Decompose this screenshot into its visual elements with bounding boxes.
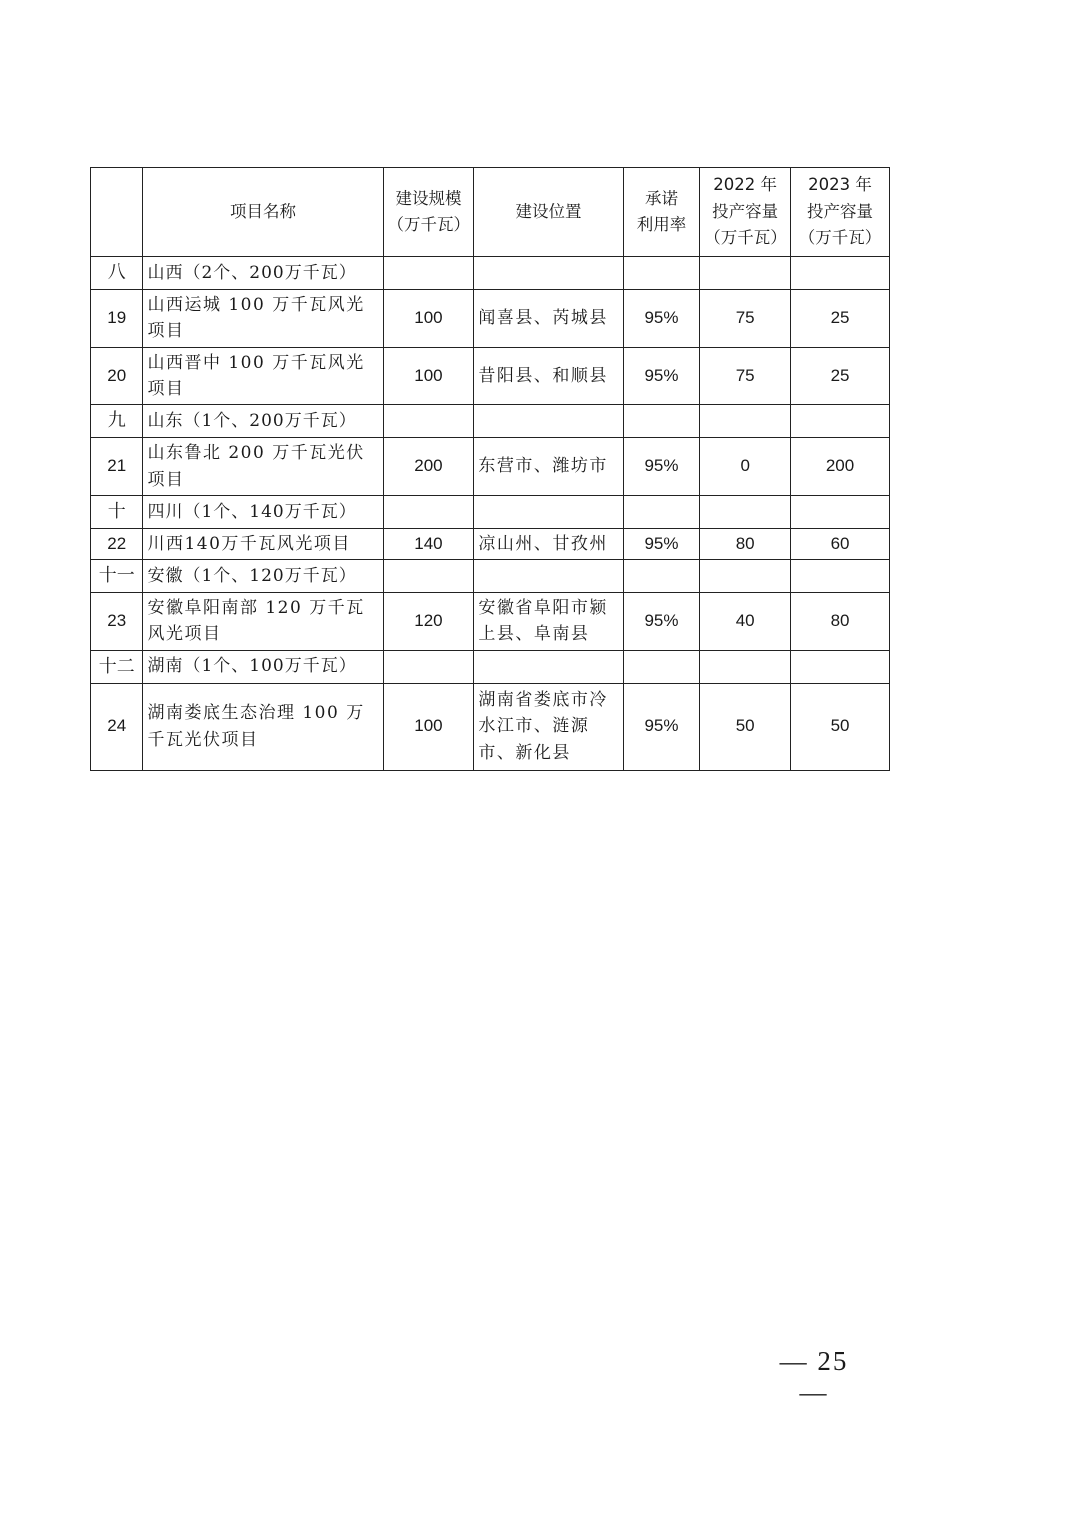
empty-cell	[700, 257, 791, 290]
project-table	[90, 167, 890, 771]
empty-cell	[623, 257, 700, 290]
table-row	[91, 528, 890, 559]
header-location-label: 建设位置	[515, 201, 582, 221]
project-location: 闻喜县、芮城县	[474, 289, 623, 347]
project-name: 山东鲁北 200 万千瓦光伏项目	[143, 438, 383, 496]
row-index: 21	[91, 438, 143, 496]
table-group-row	[91, 650, 890, 683]
project-name: 山西晋中 100 万千瓦风光项目	[143, 347, 383, 405]
project-scale: 140	[383, 528, 474, 559]
header-scale-line1: 建设规模	[395, 188, 462, 208]
project-location: 昔阳县、和顺县	[474, 347, 623, 405]
project-name: 山西运城 100 万千瓦风光项目	[143, 289, 383, 347]
empty-cell	[383, 650, 474, 683]
empty-cell	[474, 650, 623, 683]
empty-cell	[791, 560, 890, 593]
row-index: 20	[91, 347, 143, 405]
project-2023: 25	[791, 347, 890, 405]
group-index: 十一	[91, 560, 143, 593]
empty-cell	[383, 495, 474, 528]
group-name: 安徽（1个、120万千瓦）	[143, 560, 383, 593]
group-name: 湖南（1个、100万千瓦）	[143, 650, 383, 683]
project-scale: 200	[383, 438, 474, 496]
project-2023: 80	[791, 592, 890, 650]
header-2022-line3: （万千瓦）	[704, 228, 787, 248]
header-2023-line2: 投产容量	[807, 201, 874, 221]
empty-cell	[791, 495, 890, 528]
empty-cell	[623, 495, 700, 528]
empty-cell	[474, 405, 623, 438]
project-2022: 40	[700, 592, 791, 650]
header-name	[143, 168, 383, 257]
empty-cell	[474, 495, 623, 528]
empty-cell	[700, 650, 791, 683]
project-2022: 80	[700, 528, 791, 559]
project-2023: 50	[791, 683, 890, 770]
empty-cell	[700, 405, 791, 438]
row-index: 22	[91, 528, 143, 559]
group-index: 十	[91, 495, 143, 528]
project-rate: 95%	[623, 528, 700, 559]
header-2022-line2: 投产容量	[712, 201, 779, 221]
table-row	[91, 289, 890, 347]
project-2023: 25	[791, 289, 890, 347]
header-scale-line2: （万千瓦）	[387, 215, 471, 234]
header-location	[474, 168, 623, 257]
project-name: 川西140万千瓦风光项目	[143, 528, 383, 559]
project-location: 凉山州、甘孜州	[474, 528, 623, 559]
project-scale: 100	[383, 683, 474, 770]
group-index: 九	[91, 405, 143, 438]
empty-cell	[700, 560, 791, 593]
group-index: 十二	[91, 650, 143, 683]
project-rate: 95%	[623, 347, 700, 405]
project-2022: 50	[700, 683, 791, 770]
table-row	[91, 347, 890, 405]
empty-cell	[700, 495, 791, 528]
empty-cell	[791, 257, 890, 290]
empty-cell	[791, 650, 890, 683]
project-scale: 120	[383, 592, 474, 650]
group-name: 四川（1个、140万千瓦）	[143, 495, 383, 528]
group-name: 山西（2个、200万千瓦）	[143, 257, 383, 290]
project-location: 东营市、潍坊市	[474, 438, 623, 496]
row-index: 23	[91, 592, 143, 650]
header-rate-line2: 利用率	[636, 215, 687, 234]
table-row	[91, 683, 890, 770]
row-index: 24	[91, 683, 143, 770]
table-group-row	[91, 495, 890, 528]
header-2023-line1: 2023 年	[808, 175, 872, 195]
empty-cell	[474, 560, 623, 593]
empty-cell	[383, 560, 474, 593]
header-rate-line1: 承诺	[644, 188, 678, 208]
project-2022: 75	[700, 347, 791, 405]
project-rate: 95%	[623, 592, 700, 650]
group-name: 山东（1个、200万千瓦）	[143, 405, 383, 438]
header-scale	[383, 168, 474, 257]
empty-cell	[791, 405, 890, 438]
group-index: 八	[91, 257, 143, 290]
empty-cell	[623, 405, 700, 438]
project-rate: 95%	[623, 438, 700, 496]
header-index	[91, 168, 143, 257]
empty-cell	[383, 405, 474, 438]
empty-cell	[623, 650, 700, 683]
header-2022-line1: 2022 年	[713, 175, 778, 195]
header-name-label: 项目名称	[230, 201, 296, 221]
table-header-row	[91, 168, 890, 257]
empty-cell	[383, 257, 474, 290]
page-number: — 25 —	[779, 1346, 849, 1407]
project-name: 安徽阜阳南部 120 万千瓦风光项目	[143, 592, 383, 650]
header-2023-line3: （万千瓦）	[798, 228, 882, 248]
project-rate: 95%	[623, 683, 700, 770]
empty-cell	[623, 560, 700, 593]
project-2022: 75	[700, 289, 791, 347]
project-2023: 200	[791, 438, 890, 496]
table-group-row	[91, 560, 890, 593]
table-row	[91, 592, 890, 650]
project-2022: 0	[700, 438, 791, 496]
header-rate	[623, 168, 700, 257]
empty-cell	[474, 257, 623, 290]
header-2023	[791, 168, 890, 257]
table-row	[91, 438, 890, 496]
project-scale: 100	[383, 347, 474, 405]
row-index: 19	[91, 289, 143, 347]
project-name: 湖南娄底生态治理 100 万千瓦光伏项目	[143, 683, 383, 770]
header-2022	[700, 168, 791, 257]
table-group-row	[91, 405, 890, 438]
project-2023: 60	[791, 528, 890, 559]
table-group-row	[91, 257, 890, 290]
project-location: 安徽省阜阳市颍上县、阜南县	[474, 592, 623, 650]
project-rate: 95%	[623, 289, 700, 347]
project-scale: 100	[383, 289, 474, 347]
project-location: 湖南省娄底市冷水江市、涟源市、新化县	[474, 683, 623, 770]
